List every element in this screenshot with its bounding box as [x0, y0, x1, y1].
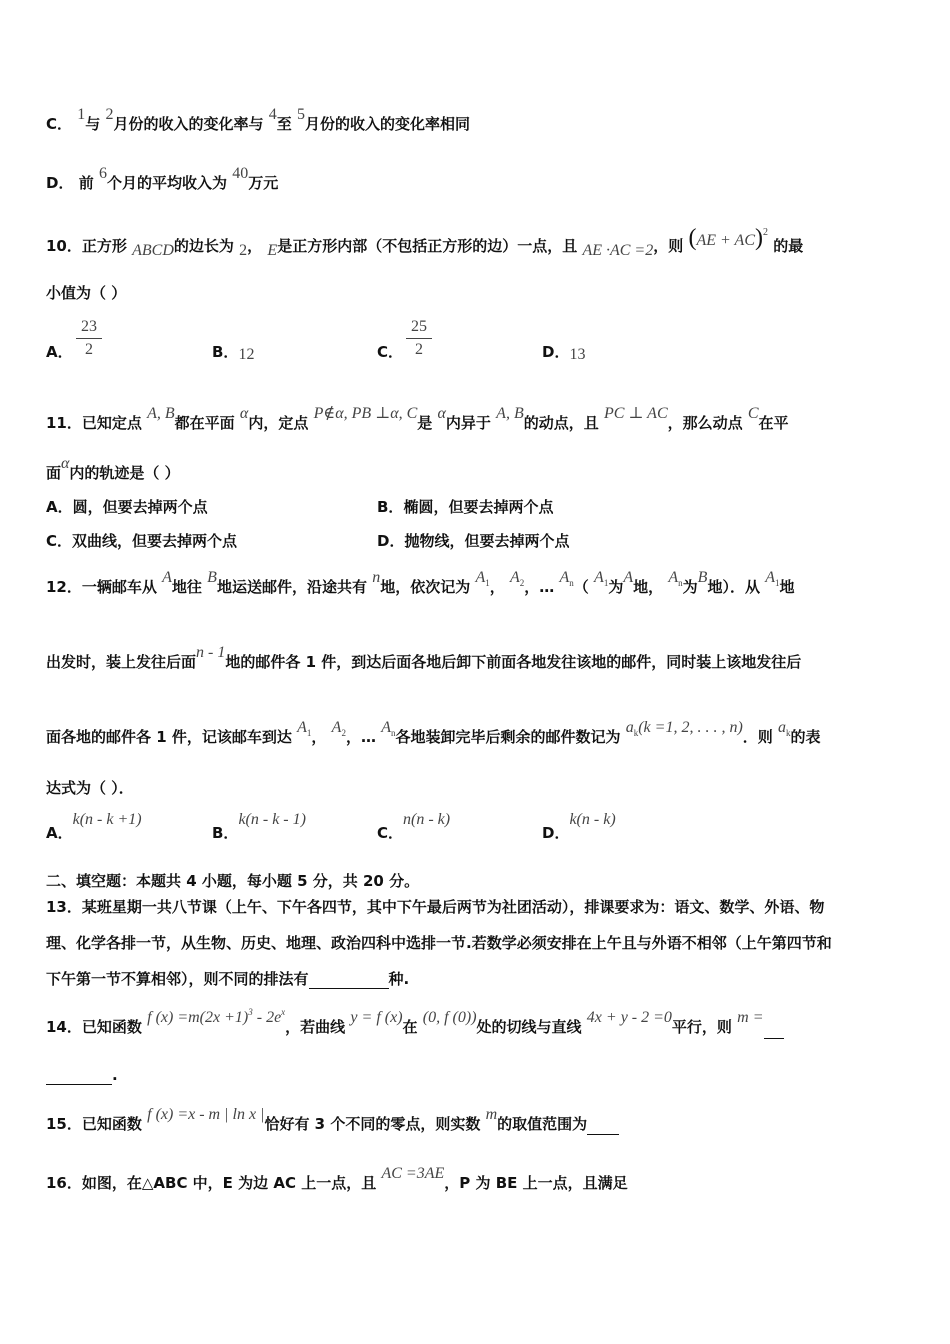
question-number: 13．: [46, 898, 82, 916]
fraction-denominator: 2: [415, 341, 423, 358]
answer-blank[interactable]: [764, 1022, 784, 1039]
option-label: A．: [46, 343, 73, 361]
q12-stem-line1: [46, 569, 795, 599]
math: α: [437, 405, 446, 422]
math-sub: n: [569, 578, 574, 588]
math-sub: 1: [306, 728, 312, 738]
text: 的表: [790, 728, 821, 746]
math: a: [778, 719, 787, 736]
math-sup: 2: [762, 227, 768, 238]
q10-option-a-fraction: [76, 316, 102, 361]
question-number: 15．: [46, 1115, 82, 1133]
q11-option-d: [377, 531, 569, 551]
text: 下午第一节不算相邻），则不同的排法有: [46, 970, 309, 988]
math-a1: [594, 568, 608, 589]
option-label: D．: [377, 532, 405, 550]
q11-stem-line2: [46, 455, 180, 484]
q10-option-c-fraction: [406, 316, 432, 361]
math: A: [381, 719, 391, 736]
question-number: 10．: [46, 237, 82, 255]
text: ．则: [742, 728, 773, 746]
math: AE ·AC =2: [582, 242, 654, 259]
math: A: [509, 569, 520, 586]
q10-option-c: [377, 342, 403, 362]
math: A: [331, 719, 342, 736]
paren-close-icon: ): [754, 225, 763, 251]
text: …: [539, 578, 555, 596]
q12-stem-line2: [46, 644, 802, 673]
option-text: 椭圆，但要去掉两个点: [403, 498, 554, 516]
math: α: [61, 455, 70, 472]
q10-stem-line1: [46, 225, 804, 259]
q11-option-b: [377, 497, 553, 517]
math: m: [485, 1106, 498, 1123]
text: ，则: [653, 237, 684, 255]
text: .: [112, 1066, 118, 1084]
math-number: 2: [105, 106, 114, 123]
text: 的边长为: [173, 237, 234, 255]
q11-option-c: [46, 531, 237, 551]
text: 平行，则: [671, 1018, 732, 1036]
math: y = f (x): [350, 1009, 403, 1026]
math-a1: [297, 718, 311, 739]
q10-option-d: [542, 342, 585, 363]
math-number: 40: [232, 165, 249, 182]
text: 月份的收入的变化率与: [113, 115, 264, 133]
text: 为: [682, 578, 698, 596]
math: ABCD: [132, 242, 174, 259]
text: 正方形: [81, 237, 127, 255]
math: A: [623, 569, 634, 586]
text: …: [360, 728, 376, 746]
math: A: [297, 719, 307, 736]
math: AE + AC: [696, 232, 755, 249]
text: 都在平面: [174, 414, 235, 432]
option-label: B．: [212, 343, 239, 361]
math-ak: [626, 718, 639, 739]
text: 某班星期一共八节课（上午、下午各四节，其中下午最后两节为社团活动），排课要求为：语文、数学、外语、物: [81, 898, 825, 916]
option-value: 13: [569, 346, 586, 363]
question-number: 12．: [46, 578, 82, 596]
math-sub: k: [633, 728, 639, 738]
option-expr: k(n - k - 1): [238, 811, 306, 828]
math: PC ⊥ AC: [603, 405, 668, 422]
text: 的最: [773, 237, 804, 255]
math-number: 6: [98, 165, 107, 182]
math: E: [267, 242, 278, 259]
q11-stem-line1: [46, 405, 789, 434]
text: 月份的收入的变化率相同: [305, 115, 471, 133]
math-a1: [765, 568, 779, 589]
math: - 2e: [252, 1009, 282, 1026]
text: 内的轨迹是（ ）: [69, 464, 180, 482]
text: ，若曲线: [285, 1018, 346, 1036]
math: AC =3AE: [381, 1165, 445, 1182]
option-label: D．: [46, 174, 74, 192]
math: A, B: [147, 405, 175, 422]
math-sub: 1: [485, 578, 490, 588]
q10-stem-line2: [46, 283, 126, 303]
text: 地）．从: [707, 578, 760, 596]
q12-stem-line4: [46, 778, 134, 798]
math: (k =1, 2, . . . , n): [638, 719, 743, 736]
text: ，P 为 BE 上一点，且满足: [444, 1174, 628, 1192]
text: 达式为（ ）．: [46, 779, 134, 797]
answer-blank[interactable]: [309, 972, 389, 989]
option-label: D．: [542, 824, 570, 842]
q12-option-b: [212, 811, 306, 844]
text: ，那么动点: [667, 414, 743, 432]
math-number: 4: [268, 106, 277, 123]
math: m =: [737, 1009, 764, 1026]
text: 如图，在△ABC 中，E 为边 AC 上一点，且: [81, 1174, 377, 1192]
math-a2: [332, 718, 346, 739]
text: 地，: [633, 578, 664, 596]
math-sup: x: [281, 1007, 286, 1017]
math-sup: 3: [248, 1007, 253, 1017]
math: α: [239, 405, 249, 422]
math: A: [765, 569, 775, 586]
text: 已知定点: [81, 414, 142, 432]
q13-line2: [46, 933, 832, 953]
math-sub: 2: [341, 728, 346, 738]
q16-line: [46, 1165, 628, 1194]
math: P∉α, PB ⊥α, C: [313, 405, 418, 422]
option-expr: n(n - k): [403, 811, 451, 828]
q11-option-a: [46, 497, 208, 517]
question-number: 16．: [46, 1174, 82, 1192]
text: 个月的平均收入为: [106, 174, 227, 192]
text: 前: [78, 174, 94, 192]
q14-line1: [46, 1007, 784, 1039]
text: 为: [608, 578, 624, 596]
math-fx: [147, 1008, 285, 1029]
text: 内异于: [445, 414, 491, 432]
q13-line1: [46, 897, 824, 917]
text: 在: [402, 1018, 418, 1036]
fraction-numerator: 23: [76, 316, 102, 339]
math: A: [668, 569, 679, 586]
math: A: [559, 569, 570, 586]
text: ，: [524, 578, 540, 596]
text: 一辆邮车从: [81, 578, 157, 596]
math-number: 5: [297, 106, 305, 123]
option-text: 双曲线，但要去掉两个点: [72, 532, 238, 550]
option-label: C．: [377, 343, 404, 361]
text: 地运送邮件，沿途共有: [216, 578, 367, 596]
math: C: [747, 405, 759, 422]
text: ，: [247, 237, 263, 255]
text: 的动点，且: [523, 414, 599, 432]
q14-line2: [46, 1065, 118, 1085]
option-label: B．: [377, 498, 404, 516]
math: n: [372, 569, 381, 586]
paren-open-icon: (: [688, 225, 697, 251]
math: A: [475, 569, 486, 586]
math-sub: k: [786, 728, 791, 738]
text: 内，定点: [248, 414, 309, 432]
text: 已知函数: [81, 1018, 142, 1036]
math: A, B: [496, 405, 524, 422]
text: 地: [779, 578, 795, 596]
q12-stem-line3: [46, 719, 821, 749]
q9-option-c: [46, 106, 471, 135]
option-label: C．: [46, 532, 73, 550]
text: 是: [417, 414, 433, 432]
question-number: 14．: [46, 1018, 82, 1036]
option-label: A．: [46, 824, 73, 842]
q15-line: [46, 1106, 619, 1135]
option-label: C．: [377, 824, 404, 842]
math: f (x) =m(2x +1): [147, 1009, 249, 1026]
text: 恰好有 3 个不同的零点，则实数: [264, 1115, 481, 1133]
text: 在平: [758, 414, 789, 432]
text: 面各地的邮件各 1 件，记该邮车到达: [46, 728, 292, 746]
option-expr: k(n - k +1): [72, 811, 142, 828]
text: ，: [345, 728, 361, 746]
math-number: 1: [77, 106, 86, 123]
q12-option-c: [377, 811, 451, 844]
math: B: [207, 569, 217, 586]
text: 二、填空题：本题共 4 小题，每小题 5 分，共 20 分。: [46, 872, 420, 890]
option-label: D．: [542, 343, 570, 361]
math: n - 1: [196, 644, 226, 661]
math-sub: 1: [603, 578, 609, 588]
math-sub: n: [678, 578, 683, 588]
math: a: [625, 719, 634, 736]
text: 至: [276, 115, 292, 133]
answer-blank[interactable]: [46, 1068, 112, 1085]
math: (0, f (0)): [422, 1009, 477, 1026]
text: ，: [311, 728, 327, 746]
math: 2: [239, 242, 248, 259]
math-an: [381, 718, 395, 739]
text: 处的切线与直线: [476, 1018, 582, 1036]
section-2-heading: [46, 871, 419, 891]
q12-option-d: [542, 811, 616, 844]
text: 与: [85, 115, 101, 133]
math: 4x + y - 2 =0: [586, 1009, 672, 1026]
option-expr: k(n - k): [569, 811, 616, 828]
q10-option-b: [212, 342, 254, 363]
math-sub: 2: [519, 578, 525, 588]
text: 出发时，装上发往后面: [46, 653, 197, 671]
text: 面: [46, 464, 62, 482]
math: f (x) =x - m | ln x |: [147, 1106, 265, 1123]
math-a2: [510, 568, 524, 589]
fraction-denominator: 2: [85, 341, 93, 358]
math: B: [697, 569, 708, 586]
q9-option-d: [46, 165, 279, 194]
text: 种.: [388, 970, 410, 988]
math-an: [668, 568, 682, 589]
option-text: 抛物线，但要去掉两个点: [404, 532, 570, 550]
math-sub: 1: [774, 578, 780, 588]
option-value: 12: [238, 346, 255, 363]
math-ak: [778, 718, 791, 739]
text: 理、化学各排一节，从生物、历史、地理、政治四科中选排一节.若数学必须安排在上午且与外语不相邻（上午第四节和: [46, 934, 832, 952]
text: 万元: [248, 174, 279, 192]
math-sub: n: [390, 728, 396, 738]
question-number: 11．: [46, 414, 82, 432]
option-label: C．: [46, 115, 73, 133]
fraction-numerator: 25: [406, 316, 432, 339]
text: 地的邮件各 1 件，到达后面各地后卸下前面各地发往该地的邮件，同时装上该地发往后: [225, 653, 802, 671]
text: ，: [489, 578, 505, 596]
q13-line3: [46, 969, 409, 989]
math-a1: [475, 568, 489, 589]
math: A: [594, 569, 604, 586]
text: 是正方形内部（不包括正方形的边）一点，且: [277, 237, 578, 255]
q12-option-a: [46, 811, 142, 844]
option-label: B．: [212, 824, 239, 842]
option-label: A．: [46, 498, 73, 516]
q10-option-a: [46, 342, 73, 362]
text: 地，依次记为: [380, 578, 471, 596]
math: A: [162, 569, 172, 586]
text: 已知函数: [81, 1115, 142, 1133]
text: 的取值范围为: [497, 1115, 588, 1133]
text: 地往: [171, 578, 202, 596]
option-text: 圆，但要去掉两个点: [72, 498, 208, 516]
text: （: [573, 578, 589, 596]
math-an: [560, 568, 574, 589]
answer-blank[interactable]: [587, 1118, 619, 1135]
text: 各地装卸完毕后剩余的邮件数记为: [395, 728, 621, 746]
text: 小值为（ ）: [46, 284, 127, 302]
